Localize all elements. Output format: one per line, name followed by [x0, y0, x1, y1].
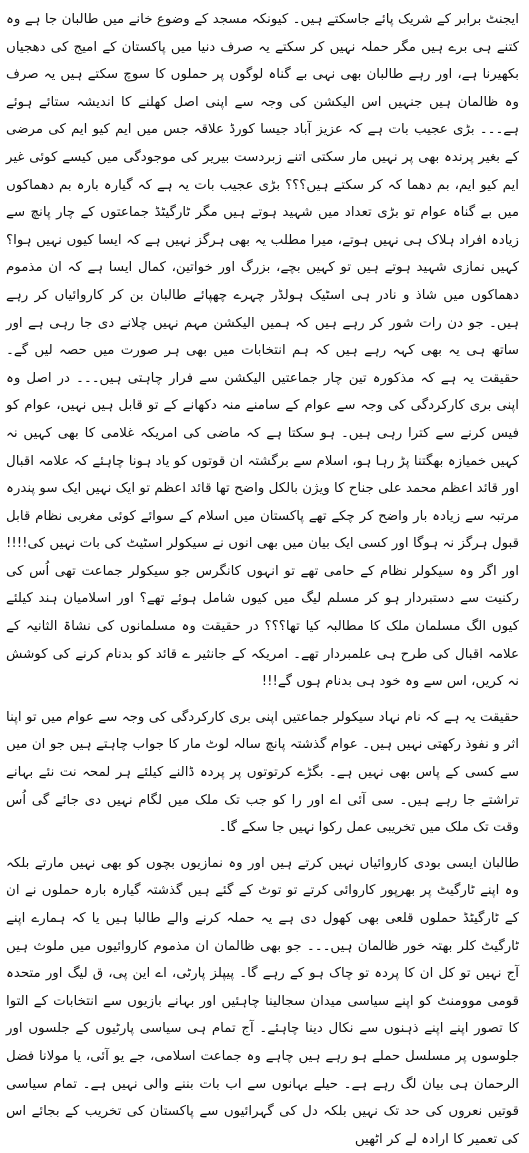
article-paragraph-1: ایجنٹ برابر کے شریک پائے جاسکتے ہیں۔ کیونکہ مسجد کے وضوع خانے میں طالبان جا ہے وہ کتنے ہی برے ہیں مگر حملہ نہیں کر سکتے یہ صرف دنیا میں پاکستان کے امیج کی دھجیاں بکھیرنا ہے، اور رہے طالبان بھی نہی بے گناہ لوگوں پر حملوں کا سوچ سکتے ہیں یہ صرف وہ ظالمان ہیں جنہیں اس الیکشن کی وجہ سے اپنی اصل کھلنے کا اندیشہ ستائے ہوئے ہے۔۔۔ بڑی عجیب بات ہے کہ عزیز آباد جیسا کورڈ علاقہ جس میں ایم کیو ایم کی مرضی کے بغیر پرندہ بھی پر نہیں مار سکتی اتنے زبردست بیریر کی موجودگی میں کیسے کوئی غیر ایم کیو ایم، بم دھما کہ کر سکتے ہیں؟؟؟ بڑی عجیب بات یہ ہے کہ گیارہ بارہ بم دھماکوں میں بے گناہ عوام تو بڑی تعداد میں شہید ہوتے ہیں مگر ٹارگیٹڈ جماعتوں کے چار پانچ سے زیادہ افراد ہلاک ہی نہیں ہوتے، میرا مطلب یہ بھی ہرگز نہیں ہے کہ ایسا کیوں نہیں ہوا؟ کہیں نمازی شہید ہوتے ہیں تو کہیں بچے، بزرگ اور خواتین، کمال ایسا ہے کہ ان مذموم دھماکوں میں شاذ و نادر ہی اسٹیک ہولڈر چہرے چھپائے طالبان بن کر کاروائیاں کر رہے ہیں۔ جو دن رات شور کر رہے ہیں کہ ہمیں الیکشن مہم نہیں چلانے دی جا رہی ہے اور ساتھ ہی یہ بھی کہہ رہے ہیں کہ ہم انتخابات میں بھی ہر صورت میں حصہ لیں گے۔ حقیقت یہ ہے کہ مذکورہ تین چار جماعتیں الیکشن سے فرار چاہتی ہیں۔۔۔ در اصل وہ اپنی بری کارکردگی کی وجہ سے عوام کے سامنے منہ دکھانے کے تو قابل ہیں نہیں، عوام کو فیس کرنے سے کترا رہی ہیں۔ ہو سکتا ہے کہ ماضی کی امریکہ غلامی کا بھی کہیں نہ کہیں خمیازہ بھگتنا پڑ رہا ہو، اسلام سے برگشتہ ان قوتوں کو یاد ہونا چاہئے کہ علامہ اقبال اور قائد اعظم محمد علی جناح کا ویژن بالکل واضح تھا قائد اعظم تو ایک نہیں ایک سو پندرہ مرتبہ سے زیادہ بار واضح کر چکے تھے پاکستان میں اسلام کے سوائے کوئی مغربی نظام قابل قبول ہرگز نہ ہوگا اور کسی ایک بیان میں بھی انوں نے سیکولر اسٹیٹ کی بات نہیں کی!!!! اور اگر وہ سیکولر نظام کے حامی تھے تو انہوں کانگرس جو سیکولر جماعت تھی اُس کی رکنیت سے دستبردار ہو کر مسلم لیگ میں کیوں شامل ہوئے تھے؟ اور اسلامیان ہند کیلئے کیوں الگ مسلمان ملک کا مطالبہ کیا تھا؟؟؟ در حقیقت وہ مسلمانوں کی نشاۃ الثانیہ کے علامہ اقبال کی طرح ہی علمبردار تھے۔ امریکہ کے جانثیر ے قائد کو بدنام کرنے کی کوشش نہ کریں، اس سے وہ خود ہی بدنام ہوں گے!!! [6, 12, 519, 690]
article-paragraph-3: طالبان ایسی بودی کاروائیاں نہیں کرتے ہیں اور وہ نمازیوں بچوں کو بھی نہیں مارتے بلکہ وہ اپنے ٹارگیٹ پر بھرپور کاروائی کرتے تو توٹ کے گئے ہیں گذشتہ گیارہ بارہ حملوں نے ان کے ٹارگیٹڈ حملوں قلعی بھی کھول دی ہے یہ حملہ کرنے والے طالبا ہیں یا کہ ہمارے اپنے ٹارگیٹ کلر بھتہ خور ظالمان ہیں۔۔۔ جو بھی ظالمان ان مذموم کاروائیوں میں ملوث ہیں آج نہیں تو کل ان کا پردہ تو چاک ہو کے رہے گا۔ پیپلز پارٹی، اے این پی، ق لیگ اور متحدہ قومی موومنٹ کو اپنے سیاسی میدان سجالینا چاہئیں اور بہانے بازیوں سے انتخابات کے التوا کا تصور اپنے اپنے ذہنوں سے نکال دینا چاہئے۔ آج تمام ہی سیاسی پارٹیوں کے جلسوں اور جلوسوں پر مسلسل حملے ہو رہے ہیں چاہے وہ جماعت اسلامی، جے یو آئی، یا مولانا فضل الرحمان ہی بیان لگ رہے ہے۔ حیلے بہانوں سے اب بات بننے والی نہیں ہے۔ تمام سیاسی قوتیں نعروں کی حد تک نہیں بلکہ دل کی گہرائیوں سے پاکستان کی تخریب کے بجائے اس کی تعمیر کا ارادہ لے کر اٹھیں [6, 855, 519, 1147]
article-paragraph-2: حقیقت یہ ہے کہ نام نہاد سیکولر جماعتیں اپنی بری کارکردگی کی وجہ سے عوام میں تو اپنا اثر و نفوذ رکھتی نہیں ہیں۔ عوام گذشتہ پانچ سالہ لوٹ مار کا جواب چاہتے ہیں جو ان میں سے کسی کے پاس بھی نہیں ہے۔ بگڑے کرتوتوں پر پردہ ڈالنے کیلئے ہر لمحہ نت نئے بہانے تراشتے جا رہے ہیں۔ سی آئی اے اور را کو جب تک ملک میں لگام نہیں دی جائے گی اُس وقت تک ملک میں تخریبی عمل رکوا نہیں جا سکے گا۔ [6, 709, 519, 836]
